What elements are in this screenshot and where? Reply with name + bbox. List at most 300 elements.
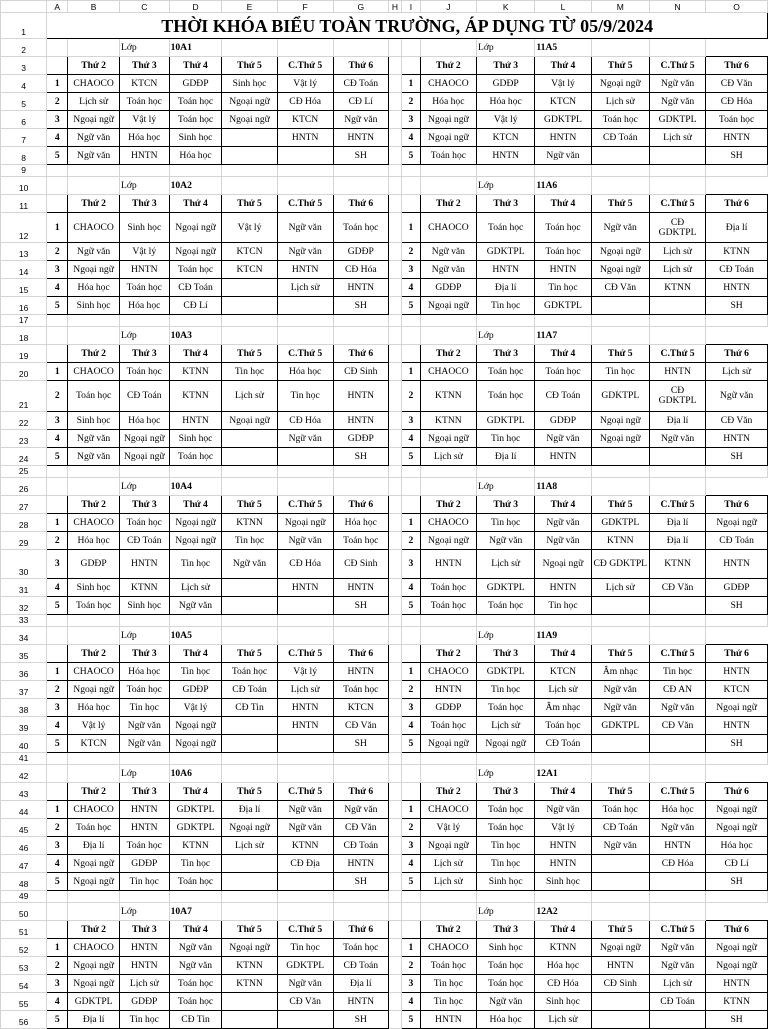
- empty-cell[interactable]: [476, 753, 534, 765]
- subject-cell[interactable]: HNTN: [706, 717, 768, 735]
- subject-cell[interactable]: Ngoại ngữ: [420, 735, 476, 753]
- subject-cell[interactable]: [222, 873, 277, 891]
- subject-cell[interactable]: GDKTPL: [476, 663, 534, 681]
- subject-cell[interactable]: [649, 735, 705, 753]
- empty-cell[interactable]: [120, 315, 170, 327]
- empty-cell[interactable]: [388, 993, 401, 1011]
- subject-cell[interactable]: CĐ Tin: [222, 699, 277, 717]
- subject-cell[interactable]: Ngữ văn: [649, 939, 705, 957]
- empty-cell[interactable]: [649, 39, 705, 57]
- subject-cell[interactable]: KTNN: [649, 550, 705, 579]
- empty-cell[interactable]: [388, 615, 401, 627]
- subject-cell[interactable]: Ngoại ngữ: [591, 430, 649, 448]
- row-number[interactable]: 17: [1, 315, 47, 327]
- subject-cell[interactable]: KTCN: [68, 735, 120, 753]
- row-number[interactable]: 47: [1, 855, 47, 873]
- subject-cell[interactable]: SH: [706, 1011, 768, 1029]
- empty-cell[interactable]: [388, 855, 401, 873]
- empty-cell[interactable]: [277, 627, 333, 645]
- subject-cell[interactable]: GDĐP: [120, 855, 170, 873]
- empty-cell[interactable]: [222, 466, 277, 478]
- row-number[interactable]: 28: [1, 514, 47, 532]
- subject-cell[interactable]: HNTN: [120, 147, 170, 165]
- subject-cell[interactable]: [277, 147, 333, 165]
- empty-cell[interactable]: [277, 765, 333, 783]
- empty-cell[interactable]: [591, 903, 649, 921]
- subject-cell[interactable]: HNTN: [535, 448, 591, 466]
- empty-cell[interactable]: [388, 514, 401, 532]
- subject-cell[interactable]: CĐ Toán: [706, 261, 768, 279]
- subject-cell[interactable]: CĐ GDKTPL: [591, 550, 649, 579]
- subject-cell[interactable]: Ngoại ngữ: [68, 681, 120, 699]
- subject-cell[interactable]: Ngữ văn: [333, 111, 388, 129]
- subject-cell[interactable]: Ngoại ngữ: [222, 819, 277, 837]
- subject-cell[interactable]: KTNN: [420, 381, 476, 412]
- subject-cell[interactable]: Ngoại ngữ: [591, 243, 649, 261]
- subject-cell[interactable]: Sinh học: [120, 213, 170, 243]
- subject-cell[interactable]: HNTN: [535, 855, 591, 873]
- column-header[interactable]: M: [591, 1, 649, 13]
- empty-cell[interactable]: [649, 327, 705, 345]
- empty-cell[interactable]: [333, 177, 388, 195]
- empty-cell[interactable]: [476, 891, 534, 903]
- empty-cell[interactable]: [222, 627, 277, 645]
- subject-cell[interactable]: HNTN: [706, 430, 768, 448]
- empty-cell[interactable]: [388, 93, 401, 111]
- subject-cell[interactable]: Ngữ văn: [535, 147, 591, 165]
- subject-cell[interactable]: Sinh học: [476, 939, 534, 957]
- subject-cell[interactable]: Ngoại ngữ: [420, 430, 476, 448]
- empty-cell[interactable]: [402, 765, 421, 783]
- subject-cell[interactable]: HNTN: [535, 579, 591, 597]
- subject-cell[interactable]: Ngữ văn: [476, 993, 534, 1011]
- subject-cell[interactable]: HNTN: [706, 663, 768, 681]
- subject-cell[interactable]: Sinh học: [535, 873, 591, 891]
- subject-cell[interactable]: Tin học: [222, 363, 277, 381]
- subject-cell[interactable]: GDKTPL: [169, 801, 222, 819]
- subject-cell[interactable]: Ngoại ngữ: [706, 801, 768, 819]
- subject-cell[interactable]: Sinh học: [68, 579, 120, 597]
- subject-cell[interactable]: Tin học: [476, 681, 534, 699]
- subject-cell[interactable]: CĐ Toán: [591, 819, 649, 837]
- subject-cell[interactable]: GDĐP: [169, 75, 222, 93]
- subject-cell[interactable]: Tin học: [169, 550, 222, 579]
- subject-cell[interactable]: HNTN: [120, 550, 170, 579]
- subject-cell[interactable]: [591, 147, 649, 165]
- subject-cell[interactable]: [591, 1011, 649, 1029]
- subject-cell[interactable]: Ngoại ngữ: [535, 550, 591, 579]
- subject-cell[interactable]: CĐ Hóa: [535, 975, 591, 993]
- empty-cell[interactable]: [420, 627, 476, 645]
- subject-cell[interactable]: SH: [706, 873, 768, 891]
- row-number[interactable]: 38: [1, 699, 47, 717]
- subject-cell[interactable]: Vật lý: [535, 819, 591, 837]
- empty-cell[interactable]: [420, 891, 476, 903]
- row-number[interactable]: 55: [1, 993, 47, 1011]
- empty-cell[interactable]: [47, 466, 68, 478]
- subject-cell[interactable]: Ngoại ngữ: [68, 873, 120, 891]
- empty-cell[interactable]: [47, 327, 68, 345]
- subject-cell[interactable]: CĐ Văn: [649, 717, 705, 735]
- empty-cell[interactable]: [277, 891, 333, 903]
- subject-cell[interactable]: HNTN: [333, 579, 388, 597]
- subject-cell[interactable]: CĐ Địa: [277, 855, 333, 873]
- empty-cell[interactable]: [388, 819, 401, 837]
- empty-cell[interactable]: [388, 279, 401, 297]
- empty-cell[interactable]: [120, 615, 170, 627]
- subject-cell[interactable]: Ngoại ngữ: [420, 297, 476, 315]
- empty-cell[interactable]: [277, 39, 333, 57]
- empty-cell[interactable]: [591, 891, 649, 903]
- subject-cell[interactable]: Ngoại ngữ: [476, 735, 534, 753]
- empty-cell[interactable]: [649, 177, 705, 195]
- row-number[interactable]: 2: [1, 39, 47, 57]
- subject-cell[interactable]: Hóa học: [420, 93, 476, 111]
- subject-cell[interactable]: Toán học: [535, 243, 591, 261]
- subject-cell[interactable]: GDKTPL: [169, 819, 222, 837]
- empty-cell[interactable]: [277, 466, 333, 478]
- subject-cell[interactable]: Ngoại ngữ: [169, 532, 222, 550]
- subject-cell[interactable]: GDKTPL: [535, 297, 591, 315]
- subject-cell[interactable]: Ngoại ngữ: [222, 111, 277, 129]
- subject-cell[interactable]: Vật lý: [222, 213, 277, 243]
- subject-cell[interactable]: HNTN: [333, 412, 388, 430]
- subject-cell[interactable]: Ngoại ngữ: [68, 975, 120, 993]
- subject-cell[interactable]: Toán học: [420, 147, 476, 165]
- empty-cell[interactable]: [388, 496, 401, 514]
- empty-cell[interactable]: [47, 903, 68, 921]
- row-number[interactable]: 39: [1, 717, 47, 735]
- subject-cell[interactable]: Ngữ văn: [649, 819, 705, 837]
- empty-cell[interactable]: [47, 891, 68, 903]
- subject-cell[interactable]: CĐ Hóa: [649, 855, 705, 873]
- empty-cell[interactable]: [68, 903, 120, 921]
- column-header[interactable]: A: [47, 1, 68, 13]
- empty-cell[interactable]: [535, 891, 591, 903]
- empty-cell[interactable]: [68, 753, 120, 765]
- subject-cell[interactable]: Ngoại ngữ: [169, 514, 222, 532]
- empty-cell[interactable]: [333, 165, 388, 177]
- subject-cell[interactable]: Ngoại ngữ: [222, 93, 277, 111]
- empty-cell[interactable]: [120, 466, 170, 478]
- subject-cell[interactable]: [649, 597, 705, 615]
- empty-cell[interactable]: [476, 615, 534, 627]
- subject-cell[interactable]: CĐ Lí: [169, 297, 222, 315]
- subject-cell[interactable]: Toán học: [120, 93, 170, 111]
- empty-cell[interactable]: [649, 165, 705, 177]
- empty-cell[interactable]: [333, 327, 388, 345]
- subject-cell[interactable]: KTNN: [222, 957, 277, 975]
- subject-cell[interactable]: Ngoại ngữ: [277, 514, 333, 532]
- subject-cell[interactable]: Toán học: [420, 957, 476, 975]
- row-number[interactable]: 9: [1, 165, 47, 177]
- subject-cell[interactable]: [591, 873, 649, 891]
- empty-cell[interactable]: [47, 39, 68, 57]
- subject-cell[interactable]: HNTN: [333, 129, 388, 147]
- column-header[interactable]: N: [649, 1, 705, 13]
- subject-cell[interactable]: [222, 993, 277, 1011]
- subject-cell[interactable]: Toán học: [535, 363, 591, 381]
- subject-cell[interactable]: Sinh học: [222, 75, 277, 93]
- subject-cell[interactable]: CĐ Toán: [535, 735, 591, 753]
- subject-cell[interactable]: HNTN: [333, 381, 388, 412]
- column-header[interactable]: G: [333, 1, 388, 13]
- empty-cell[interactable]: [169, 891, 222, 903]
- subject-cell[interactable]: Ngữ văn: [277, 801, 333, 819]
- subject-cell[interactable]: Hóa học: [68, 532, 120, 550]
- subject-cell[interactable]: Ngữ văn: [420, 243, 476, 261]
- subject-cell[interactable]: [277, 597, 333, 615]
- subject-cell[interactable]: Toán học: [420, 597, 476, 615]
- empty-cell[interactable]: [591, 765, 649, 783]
- subject-cell[interactable]: CĐ Hóa: [277, 93, 333, 111]
- empty-cell[interactable]: [649, 478, 705, 496]
- subject-cell[interactable]: HNTN: [333, 663, 388, 681]
- subject-cell[interactable]: Sinh học: [535, 993, 591, 1011]
- row-number[interactable]: 14: [1, 261, 47, 279]
- row-number[interactable]: 4: [1, 75, 47, 93]
- empty-cell[interactable]: [591, 627, 649, 645]
- empty-cell[interactable]: [277, 903, 333, 921]
- subject-cell[interactable]: KTNN: [706, 993, 768, 1011]
- subject-cell[interactable]: Ngữ văn: [535, 514, 591, 532]
- subject-cell[interactable]: CĐ Hóa: [706, 93, 768, 111]
- subject-cell[interactable]: Hóa học: [68, 279, 120, 297]
- subject-cell[interactable]: SH: [333, 735, 388, 753]
- subject-cell[interactable]: [222, 279, 277, 297]
- subject-cell[interactable]: Ngữ văn: [277, 213, 333, 243]
- subject-cell[interactable]: Ngoại ngữ: [68, 957, 120, 975]
- subject-cell[interactable]: Ngoại ngữ: [706, 699, 768, 717]
- empty-cell[interactable]: [388, 466, 401, 478]
- subject-cell[interactable]: Ngữ văn: [535, 430, 591, 448]
- empty-cell[interactable]: [388, 801, 401, 819]
- subject-cell[interactable]: [277, 735, 333, 753]
- row-number[interactable]: 13: [1, 243, 47, 261]
- subject-cell[interactable]: KTCN: [333, 699, 388, 717]
- subject-cell[interactable]: CHAOCO: [68, 363, 120, 381]
- subject-cell[interactable]: Toán học: [169, 111, 222, 129]
- subject-cell[interactable]: Ngữ văn: [222, 550, 277, 579]
- subject-cell[interactable]: [222, 735, 277, 753]
- subject-cell[interactable]: HNTN: [535, 129, 591, 147]
- subject-cell[interactable]: Toán học: [169, 261, 222, 279]
- empty-cell[interactable]: [591, 165, 649, 177]
- empty-cell[interactable]: [68, 478, 120, 496]
- subject-cell[interactable]: Ngoại ngữ: [420, 837, 476, 855]
- empty-cell[interactable]: [388, 1011, 401, 1029]
- empty-cell[interactable]: [476, 466, 534, 478]
- subject-cell[interactable]: Ngữ văn: [591, 699, 649, 717]
- subject-cell[interactable]: CĐ GDKTPL: [649, 213, 705, 243]
- empty-cell[interactable]: [68, 765, 120, 783]
- subject-cell[interactable]: Ngữ văn: [68, 243, 120, 261]
- subject-cell[interactable]: SH: [333, 297, 388, 315]
- subject-cell[interactable]: [277, 448, 333, 466]
- subject-cell[interactable]: Hóa học: [169, 147, 222, 165]
- subject-cell[interactable]: Toán học: [476, 957, 534, 975]
- subject-cell[interactable]: HNTN: [120, 801, 170, 819]
- subject-cell[interactable]: GDĐP: [169, 681, 222, 699]
- row-number[interactable]: 34: [1, 627, 47, 645]
- subject-cell[interactable]: CĐ Sinh: [591, 975, 649, 993]
- subject-cell[interactable]: SH: [706, 735, 768, 753]
- subject-cell[interactable]: [649, 297, 705, 315]
- empty-cell[interactable]: [68, 177, 120, 195]
- subject-cell[interactable]: Ngoại ngữ: [169, 735, 222, 753]
- subject-cell[interactable]: Sinh học: [120, 597, 170, 615]
- subject-cell[interactable]: GDĐP: [333, 430, 388, 448]
- subject-cell[interactable]: Sinh học: [169, 129, 222, 147]
- subject-cell[interactable]: CHAOCO: [68, 939, 120, 957]
- empty-cell[interactable]: [388, 663, 401, 681]
- empty-cell[interactable]: [333, 615, 388, 627]
- subject-cell[interactable]: Ngoại ngữ: [120, 448, 170, 466]
- subject-cell[interactable]: KTCN: [476, 129, 534, 147]
- empty-cell[interactable]: [222, 478, 277, 496]
- subject-cell[interactable]: Toán học: [169, 448, 222, 466]
- empty-cell[interactable]: [420, 315, 476, 327]
- subject-cell[interactable]: Vật lý: [120, 111, 170, 129]
- subject-cell[interactable]: CĐ Văn: [277, 993, 333, 1011]
- subject-cell[interactable]: Địa lí: [649, 514, 705, 532]
- subject-cell[interactable]: HNTN: [420, 681, 476, 699]
- empty-cell[interactable]: [277, 165, 333, 177]
- row-number[interactable]: 27: [1, 496, 47, 514]
- subject-cell[interactable]: Ngoại ngữ: [169, 213, 222, 243]
- empty-cell[interactable]: [476, 165, 534, 177]
- subject-cell[interactable]: [591, 448, 649, 466]
- subject-cell[interactable]: GDĐP: [420, 279, 476, 297]
- subject-cell[interactable]: [649, 147, 705, 165]
- subject-cell[interactable]: Ngữ văn: [706, 381, 768, 412]
- row-number[interactable]: 56: [1, 1011, 47, 1029]
- row-number[interactable]: 8: [1, 147, 47, 165]
- empty-cell[interactable]: [649, 891, 705, 903]
- subject-cell[interactable]: Địa lí: [68, 837, 120, 855]
- subject-cell[interactable]: Tin học: [535, 279, 591, 297]
- subject-cell[interactable]: Địa lí: [333, 975, 388, 993]
- subject-cell[interactable]: CHAOCO: [68, 213, 120, 243]
- subject-cell[interactable]: GDKTPL: [277, 957, 333, 975]
- column-header[interactable]: F: [277, 1, 333, 13]
- empty-cell[interactable]: [420, 177, 476, 195]
- subject-cell[interactable]: Lịch sử: [535, 681, 591, 699]
- subject-cell[interactable]: SH: [333, 873, 388, 891]
- subject-cell[interactable]: Toán học: [333, 532, 388, 550]
- empty-cell[interactable]: [388, 412, 401, 430]
- subject-cell[interactable]: [591, 735, 649, 753]
- subject-cell[interactable]: SH: [706, 597, 768, 615]
- empty-cell[interactable]: [388, 129, 401, 147]
- empty-cell[interactable]: [68, 615, 120, 627]
- subject-cell[interactable]: GDĐP: [333, 243, 388, 261]
- subject-cell[interactable]: Vật lý: [277, 663, 333, 681]
- empty-cell[interactable]: [402, 327, 421, 345]
- empty-cell[interactable]: [277, 478, 333, 496]
- subject-cell[interactable]: Lịch sử: [222, 381, 277, 412]
- subject-cell[interactable]: HNTN: [277, 129, 333, 147]
- subject-cell[interactable]: Tin học: [476, 297, 534, 315]
- subject-cell[interactable]: GDĐP: [706, 579, 768, 597]
- subject-cell[interactable]: Ngoại ngữ: [222, 412, 277, 430]
- subject-cell[interactable]: Toán học: [535, 213, 591, 243]
- subject-cell[interactable]: CĐ Toán: [535, 381, 591, 412]
- subject-cell[interactable]: Ngữ văn: [277, 975, 333, 993]
- empty-cell[interactable]: [277, 177, 333, 195]
- subject-cell[interactable]: Ngoại ngữ: [222, 939, 277, 957]
- empty-cell[interactable]: [706, 466, 768, 478]
- subject-cell[interactable]: CĐ Toán: [706, 532, 768, 550]
- subject-cell[interactable]: Hóa học: [68, 699, 120, 717]
- subject-cell[interactable]: CĐ Toán: [333, 957, 388, 975]
- subject-cell[interactable]: Vật lý: [420, 819, 476, 837]
- subject-cell[interactable]: Tin học: [277, 939, 333, 957]
- row-number[interactable]: 21: [1, 381, 47, 412]
- row-number[interactable]: 16: [1, 297, 47, 315]
- empty-cell[interactable]: [420, 765, 476, 783]
- subject-cell[interactable]: Lịch sử: [68, 93, 120, 111]
- empty-cell[interactable]: [169, 165, 222, 177]
- empty-cell[interactable]: [706, 753, 768, 765]
- subject-cell[interactable]: Ngữ văn: [591, 837, 649, 855]
- subject-cell[interactable]: [591, 993, 649, 1011]
- subject-cell[interactable]: Ngữ văn: [169, 957, 222, 975]
- subject-cell[interactable]: Địa lí: [476, 279, 534, 297]
- subject-cell[interactable]: CĐ Lí: [706, 855, 768, 873]
- subject-cell[interactable]: SH: [333, 1011, 388, 1029]
- subject-cell[interactable]: CHAOCO: [68, 75, 120, 93]
- row-number[interactable]: 46: [1, 837, 47, 855]
- empty-cell[interactable]: [222, 39, 277, 57]
- empty-cell[interactable]: [402, 903, 421, 921]
- subject-cell[interactable]: CĐ Tin: [169, 1011, 222, 1029]
- subject-cell[interactable]: CĐ Lí: [333, 93, 388, 111]
- subject-cell[interactable]: Ngoại ngữ: [706, 957, 768, 975]
- empty-cell[interactable]: [649, 765, 705, 783]
- subject-cell[interactable]: KTNN: [649, 279, 705, 297]
- subject-cell[interactable]: Ngoại ngữ: [68, 261, 120, 279]
- empty-cell[interactable]: [649, 615, 705, 627]
- empty-cell[interactable]: [388, 550, 401, 579]
- subject-cell[interactable]: Toán học: [68, 819, 120, 837]
- empty-cell[interactable]: [277, 327, 333, 345]
- subject-cell[interactable]: Toán học: [476, 597, 534, 615]
- subject-cell[interactable]: [222, 855, 277, 873]
- subject-cell[interactable]: Ngoại ngữ: [591, 261, 649, 279]
- row-number[interactable]: 54: [1, 975, 47, 993]
- empty-cell[interactable]: [591, 615, 649, 627]
- subject-cell[interactable]: Hóa học: [120, 663, 170, 681]
- subject-cell[interactable]: Ngữ văn: [535, 532, 591, 550]
- empty-cell[interactable]: [388, 579, 401, 597]
- empty-cell[interactable]: [388, 645, 401, 663]
- subject-cell[interactable]: HNTN: [277, 699, 333, 717]
- subject-cell[interactable]: GDKTPL: [476, 412, 534, 430]
- subject-cell[interactable]: KTNN: [169, 381, 222, 412]
- subject-cell[interactable]: Toán học: [222, 663, 277, 681]
- empty-cell[interactable]: [388, 478, 401, 496]
- subject-cell[interactable]: Toán học: [68, 381, 120, 412]
- subject-cell[interactable]: Lịch sử: [591, 93, 649, 111]
- empty-cell[interactable]: [222, 165, 277, 177]
- subject-cell[interactable]: Tin học: [476, 514, 534, 532]
- row-number[interactable]: 48: [1, 873, 47, 891]
- empty-cell[interactable]: [47, 165, 68, 177]
- subject-cell[interactable]: Lịch sử: [476, 550, 534, 579]
- row-number[interactable]: 43: [1, 783, 47, 801]
- empty-cell[interactable]: [591, 327, 649, 345]
